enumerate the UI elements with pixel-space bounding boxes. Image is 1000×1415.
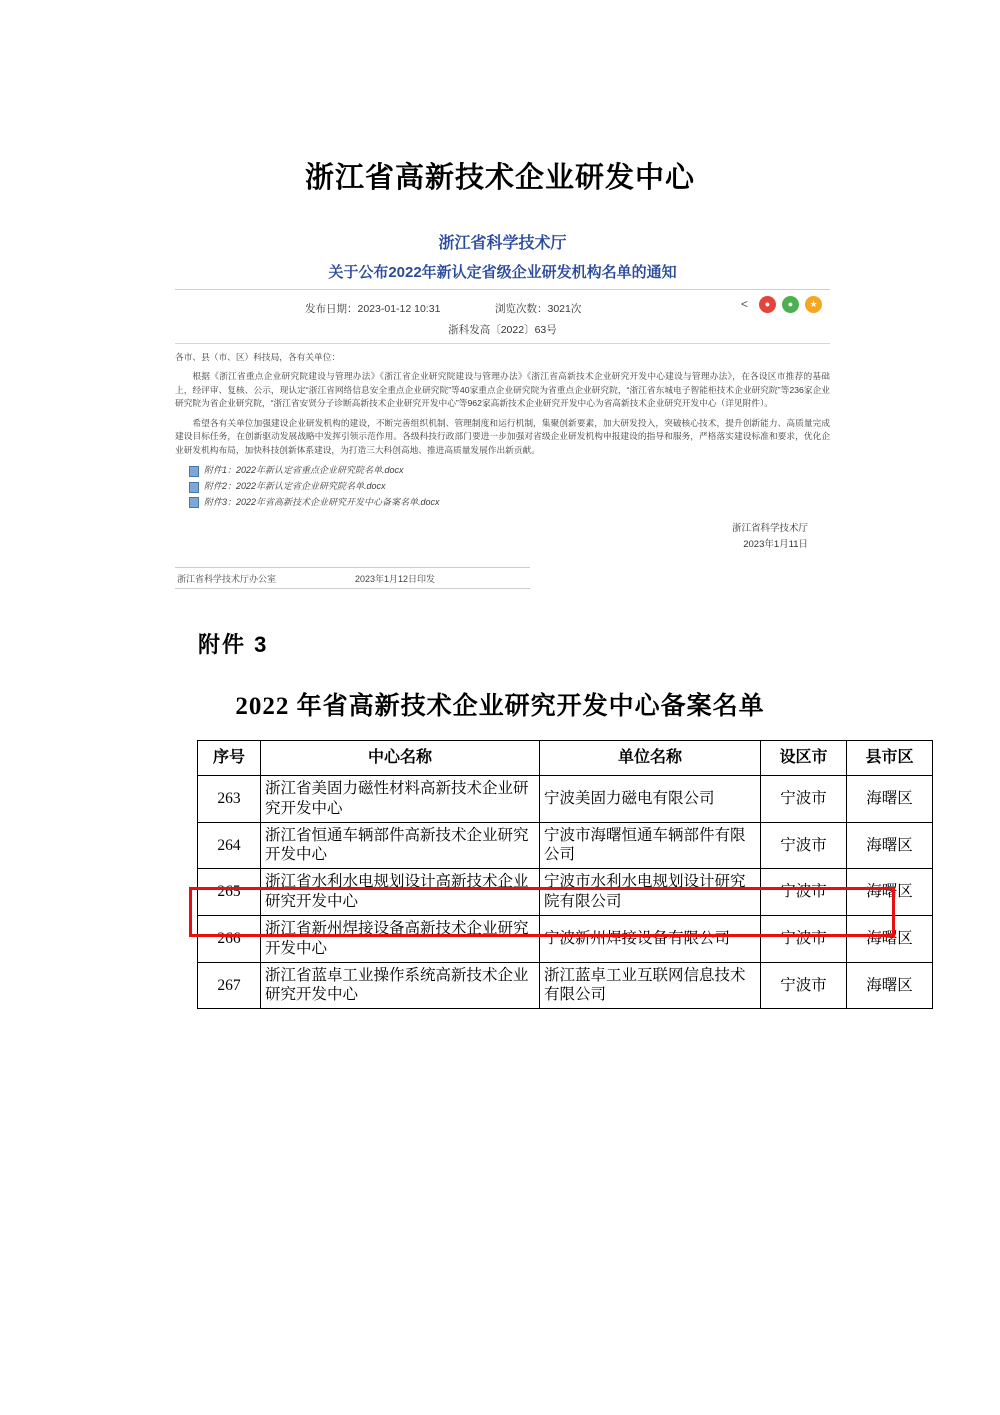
column-header-center: 中心名称	[261, 741, 540, 776]
footer-print-date: 2023年1月12日印发	[355, 573, 436, 584]
list-item[interactable]	[189, 495, 830, 511]
document-icon	[189, 482, 199, 493]
share-bar	[736, 296, 822, 313]
cell-unit: 宁波市水利水电规划设计研究院有限公司	[540, 869, 761, 916]
cell-city: 宁波市	[761, 776, 847, 823]
cell-no: 266	[198, 915, 261, 962]
cell-no: 264	[198, 822, 261, 869]
cell-center: 浙江省水利水电规划设计高新技术企业研究开发中心	[261, 869, 540, 916]
cell-district: 海曙区	[847, 915, 933, 962]
cell-no: 263	[198, 776, 261, 823]
notice-paragraph-2: 希望各有关单位加强建设企业研发机构的建设，不断完善组织机制、管理制度和运行机制，集聚创新要素，加大研发投入，突破核心技术，提升创新能力、高质量完成建设目标任务，在创新驱动发展战略中发挥引领示范作用。各级科技行政部门要进一步加强对省级企业研发机构申报建设的指导和服务，严格落实建设标准和要求，优化企业研发机构布局，加快科技创新体系建设，为打造三大科创高地、推进高质量发展作出新贡献。	[175, 417, 830, 455]
document-number: 浙科发高〔2022〕63号	[175, 322, 830, 344]
table-row	[198, 822, 933, 869]
star-icon[interactable]: ★	[805, 296, 822, 313]
cell-city: 宁波市	[761, 915, 847, 962]
cell-district: 海曙区	[847, 776, 933, 823]
signature-org: 浙江省科学技术厅	[731, 522, 808, 534]
column-header-unit: 单位名称	[540, 741, 761, 776]
cell-unit: 宁波美固力磁电有限公司	[540, 776, 761, 823]
cell-center: 浙江省蓝卓工业操作系统高新技术企业研究开发中心	[261, 962, 540, 1009]
column-header-district: 县市区	[847, 741, 933, 776]
notice-article	[175, 230, 830, 589]
attachment-label-heading: 附件 3	[198, 632, 269, 657]
signature-date: 2023年1月11日	[743, 538, 808, 550]
attachment-label: 附件1：2022年新认定省重点企业研究院名单.docx	[204, 465, 404, 476]
page-title: 浙江省高新技术企业研发中心	[304, 162, 695, 194]
column-header-city: 设区市	[761, 741, 847, 776]
cell-district: 海曙区	[847, 869, 933, 916]
signature-block	[175, 521, 830, 553]
table-row	[198, 776, 933, 823]
list-item[interactable]	[189, 463, 830, 479]
cell-no: 267	[198, 962, 261, 1009]
wechat-icon[interactable]: ●	[782, 296, 799, 313]
cell-city: 宁波市	[761, 869, 847, 916]
table-header-row	[198, 741, 933, 776]
cell-no: 265	[198, 869, 261, 916]
cell-center: 浙江省恒通车辆部件高新技术企业研究开发中心	[261, 822, 540, 869]
table-title: 2022 年省高新技术企业研究开发中心备案名单	[235, 693, 765, 720]
footer-office: 浙江省科学技术厅办公室	[177, 573, 277, 584]
cell-center: 浙江省美固力磁性材料高新技术企业研究开发中心	[261, 776, 540, 823]
listing-table-wrapper	[197, 740, 914, 1009]
cell-unit: 宁波新州焊接设备有限公司	[540, 915, 761, 962]
share-icon[interactable]: <	[740, 297, 748, 311]
cell-city: 宁波市	[761, 822, 847, 869]
table-row-highlighted	[198, 869, 933, 916]
notice-meta-bar	[175, 296, 830, 326]
notice-body	[175, 344, 830, 457]
publish-date: 发布日期：2023-01-12 10:31	[305, 303, 441, 315]
listing-table	[197, 740, 933, 1009]
document-icon	[189, 497, 199, 508]
cell-unit: 宁波市海曙恒通车辆部件有限公司	[540, 822, 761, 869]
weibo-icon[interactable]: ●	[759, 296, 776, 313]
document-icon	[189, 466, 199, 477]
cell-district: 海曙区	[847, 822, 933, 869]
cell-city: 宁波市	[761, 962, 847, 1009]
notice-footer	[175, 567, 530, 589]
cell-center: 浙江省新州焊接设备高新技术企业研究开发中心	[261, 915, 540, 962]
attachment-label: 附件3：2022年省高新技术企业研究开发中心备案名单.docx	[204, 496, 440, 507]
list-item[interactable]	[189, 479, 830, 495]
cell-district: 海曙区	[847, 962, 933, 1009]
notice-headline: 关于公布2022年新认定省级企业研发机构名单的通知	[175, 261, 830, 290]
notice-issuing-org: 浙江省科学技术厅	[438, 235, 567, 252]
attachment-list	[189, 463, 830, 510]
notice-paragraph-1: 根据《浙江省重点企业研究院建设与管理办法》《浙江省企业研究院建设与管理办法》《浙江省高新技术企业研究开发中心建设与管理办法》，在各设区市推荐的基础上，经评审、复核、公示，现认定“浙江省网络信息安全重点企业研究院”等40家重点企业研究院为省重点企业研究院，“浙江省东城电子智能柜技术企业研究院”等236家企业研究院为省企业研究院，“浙江省安贤分子诊断高新技术企业研究开发中心”等962家高新技术企业研究开发中心为省高新技术企业研究开发中心（详见附件）。	[175, 371, 830, 409]
view-count: 浏览次数：3021次	[495, 303, 582, 315]
column-header-no: 序号	[198, 741, 261, 776]
cell-unit: 浙江蓝卓工业互联网信息技术有限公司	[540, 962, 761, 1009]
attachment-label: 附件2：2022年新认定省企业研究院名单.docx	[204, 481, 386, 492]
salutation: 各市、县（市、区）科技局，各有关单位：	[175, 352, 341, 362]
table-row	[198, 915, 933, 962]
table-row	[198, 962, 933, 1009]
